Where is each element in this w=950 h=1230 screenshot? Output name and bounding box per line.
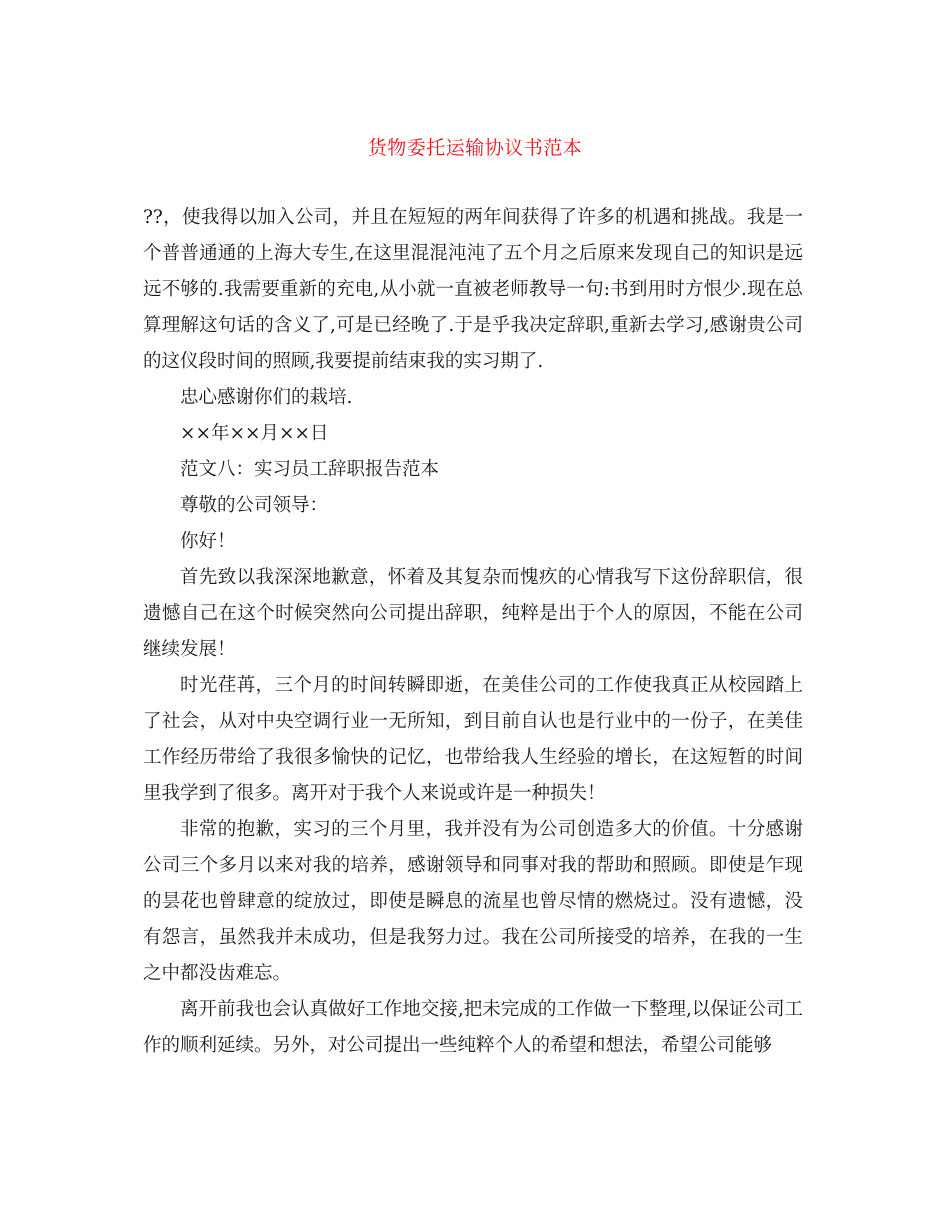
paragraph: 非常的抱歉，实习的三个月里，我并没有为公司创造多大的价值。十分感谢公司三个多月以来对我的培养，感谢领导和同事对我的帮助和照顾。即使是乍现的昙花也曾肆意的绽放过，即使是瞬息的流星也曾尽情的燃烧过。没有遗憾，没有怨言，虽然我并未成功，但是我努力过。我在公司所接受的培养，在我的一生之中都没齿难忘。 (143, 819, 803, 984)
paragraph: ××年××月××日 (180, 423, 329, 444)
paragraph: 尊敬的公司领导： (180, 495, 329, 516)
paragraph: 忠心感谢你们的栽培. (180, 387, 353, 408)
paragraph: 首先致以我深深地歉意，怀着及其复杂而愧疚的心情我写下这份辞职信，很遗憾自己在这个时候突然向公司提出辞职，纯粹是出于个人的原因，不能在公司继续发展！ (143, 567, 803, 660)
paragraph: ??，使我得以加入公司，并且在短短的两年间获得了许多的机遇和挑战。我是一个普普通通的上海大专生,在这里混混沌沌了五个月之后原来发现自己的知识是远远不够的.我需要重新的充电,从小就一直被老师教导一句:书到用时方恨少.现在总算理解这句话的含义了,可是已经晚了.于是乎我决定辞职,重新去学习,感谢贵公司的这仪段时间的照顾,我要提前结束我的实习期了. (143, 207, 803, 372)
document-title: 货物委托运输协议书范本 (367, 137, 583, 159)
paragraph: 离开前我也会认真做好工作地交接,把未完成的工作做一下整理,以保证公司工作的顺利延续。另外，对公司提出一些纯粹个人的希望和想法，希望公司能够 (143, 999, 803, 1056)
document-body (143, 200, 803, 1064)
paragraph: 你好！ (180, 531, 236, 552)
paragraph: 时光荏苒，三个月的时间转瞬即逝，在美佳公司的工作使我真正从校园踏上了社会，从对中央空调行业一无所知，到目前自认也是行业中的一份子，在美佳工作经历带给了我很多愉快的记忆，也带给我人生经验的增长，在这短暂的时间里我学到了很多。离开对于我个人来说或许是一种损失！ (143, 675, 803, 804)
paragraph: 范文八：实习员工辞职报告范本 (180, 459, 440, 480)
